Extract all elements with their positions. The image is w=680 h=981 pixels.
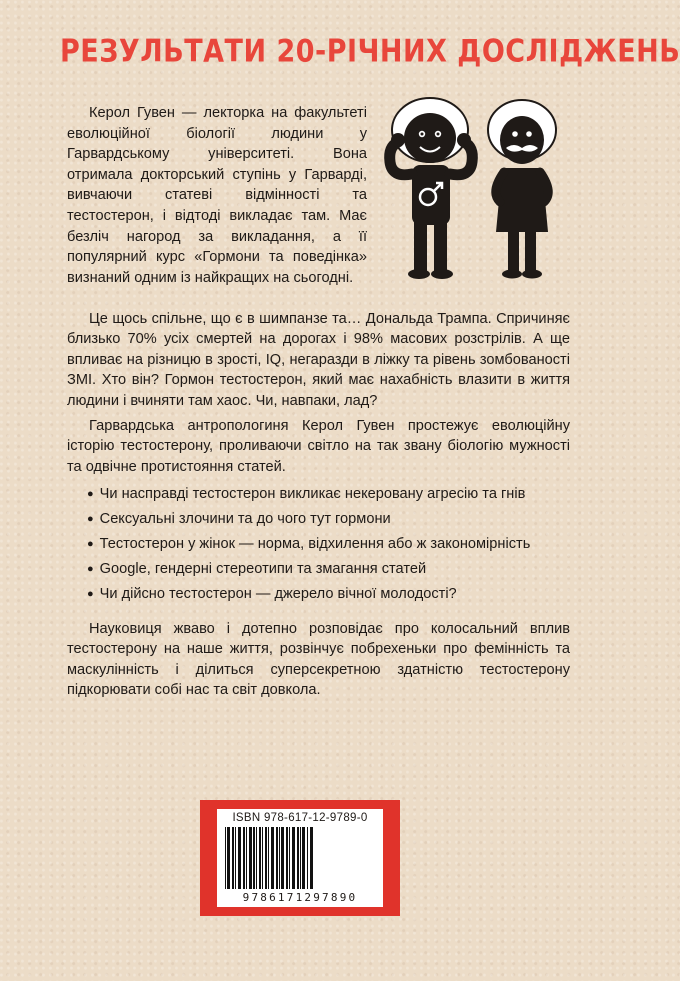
barcode-bar bbox=[265, 827, 267, 889]
barcode-bar bbox=[300, 827, 301, 889]
barcode-bar bbox=[238, 827, 241, 889]
description bbox=[67, 309, 570, 705]
barcode-bar bbox=[253, 827, 255, 889]
barcode-bar bbox=[249, 827, 252, 889]
bullet-item: ● Чи дійсно тестостерон — джерело вічної молодості? bbox=[87, 585, 570, 605]
barcode-bars bbox=[223, 827, 377, 891]
barcode-bar bbox=[243, 827, 245, 889]
barcode-bar bbox=[307, 827, 308, 889]
barcode-bar bbox=[227, 827, 230, 889]
barcode-bar bbox=[302, 827, 305, 889]
bullet-item: ● Google, гендерні стереотипи та змагання статей bbox=[87, 560, 570, 580]
barcode-bar bbox=[232, 827, 234, 889]
bullet-item: ● Сексуальні злочини та до чого тут гормони bbox=[87, 510, 570, 530]
bullet-item: ● Чи насправді тестостерон викликає некеровану агресію та гнів bbox=[87, 485, 570, 505]
barcode-bar bbox=[246, 827, 247, 889]
barcode-bar bbox=[268, 827, 269, 889]
barcode-bar bbox=[262, 827, 263, 889]
barcode-bar bbox=[271, 827, 274, 889]
bullet-item: ● Тестостерон у жінок — норма, відхилення або ж закономірність bbox=[87, 535, 570, 555]
paragraph-1: Це щось спільне, що є в шимпанзе та… Дональда Трампа. Спричиняє близько 70% усіх смертей на дорогах і 98% масових розстрілів. А ще впливає на різницю в зрості, IQ, негаразди в ліжку та рівень зомбованості ЗМІ. Хто він? Гормон тестостерон, який має нахабність влазити в життя людини і вчиняти там хаос. Чи, навпаки, лад? bbox=[67, 311, 570, 409]
barcode-bar bbox=[276, 827, 278, 889]
barcode-bar bbox=[225, 827, 226, 889]
cartoon-illustration bbox=[372, 92, 572, 292]
barcode-bar bbox=[310, 827, 313, 889]
closing-paragraph: Науковиця жваво і дотепно розповідає про колосальний вплив тестостерону на наше життя, розвінчує побрехеньки про фемінність та маскулінність і ділиться суперсекретною здатністю тестостерону підкорювати собі нас та світ довкола. bbox=[67, 620, 570, 698]
paragraph-2: Гарвардська антропологиня Керол Гувен простежує еволюційну історію тестостерону, проливаючи світло на так звану біологію мужності та одвічне протистояння статей. bbox=[67, 418, 570, 475]
isbn-label: ISBN 978-617-12-9789-0 bbox=[232, 812, 368, 824]
barcode-bar bbox=[279, 827, 280, 889]
barcode-bar bbox=[259, 827, 261, 889]
barcode-bar bbox=[256, 827, 257, 889]
cover-title: РЕЗУЛЬТАТИ 20-РІЧНИХ ДОСЛІДЖЕНЬ bbox=[60, 34, 680, 70]
barcode-bar bbox=[289, 827, 290, 889]
barcode-bar bbox=[235, 827, 236, 889]
barcode-bar bbox=[292, 827, 295, 889]
barcode-bar bbox=[281, 827, 284, 889]
barcode-digits: 9786171297890 bbox=[242, 891, 358, 904]
barcode-bar bbox=[286, 827, 288, 889]
flexing-figure bbox=[390, 98, 473, 279]
author-bio: Керол Гувен — лекторка на факультеті еволюційної біології людини у Гарвардському університеті. Вона отримала докторський ступінь у Гарварді, вивчаючи статеві відмінності та тестостерон, і відтоді викладає там. Має безліч нагород за викладання, а її популярний курс «Гормони та поведінка» визнаний одним із найкращих на сьогодні. bbox=[67, 105, 367, 286]
barcode-card bbox=[217, 809, 383, 907]
mustache-figure bbox=[488, 100, 556, 279]
barcode-bar bbox=[297, 827, 299, 889]
barcode-panel bbox=[200, 800, 400, 916]
bullet-list bbox=[67, 485, 570, 605]
